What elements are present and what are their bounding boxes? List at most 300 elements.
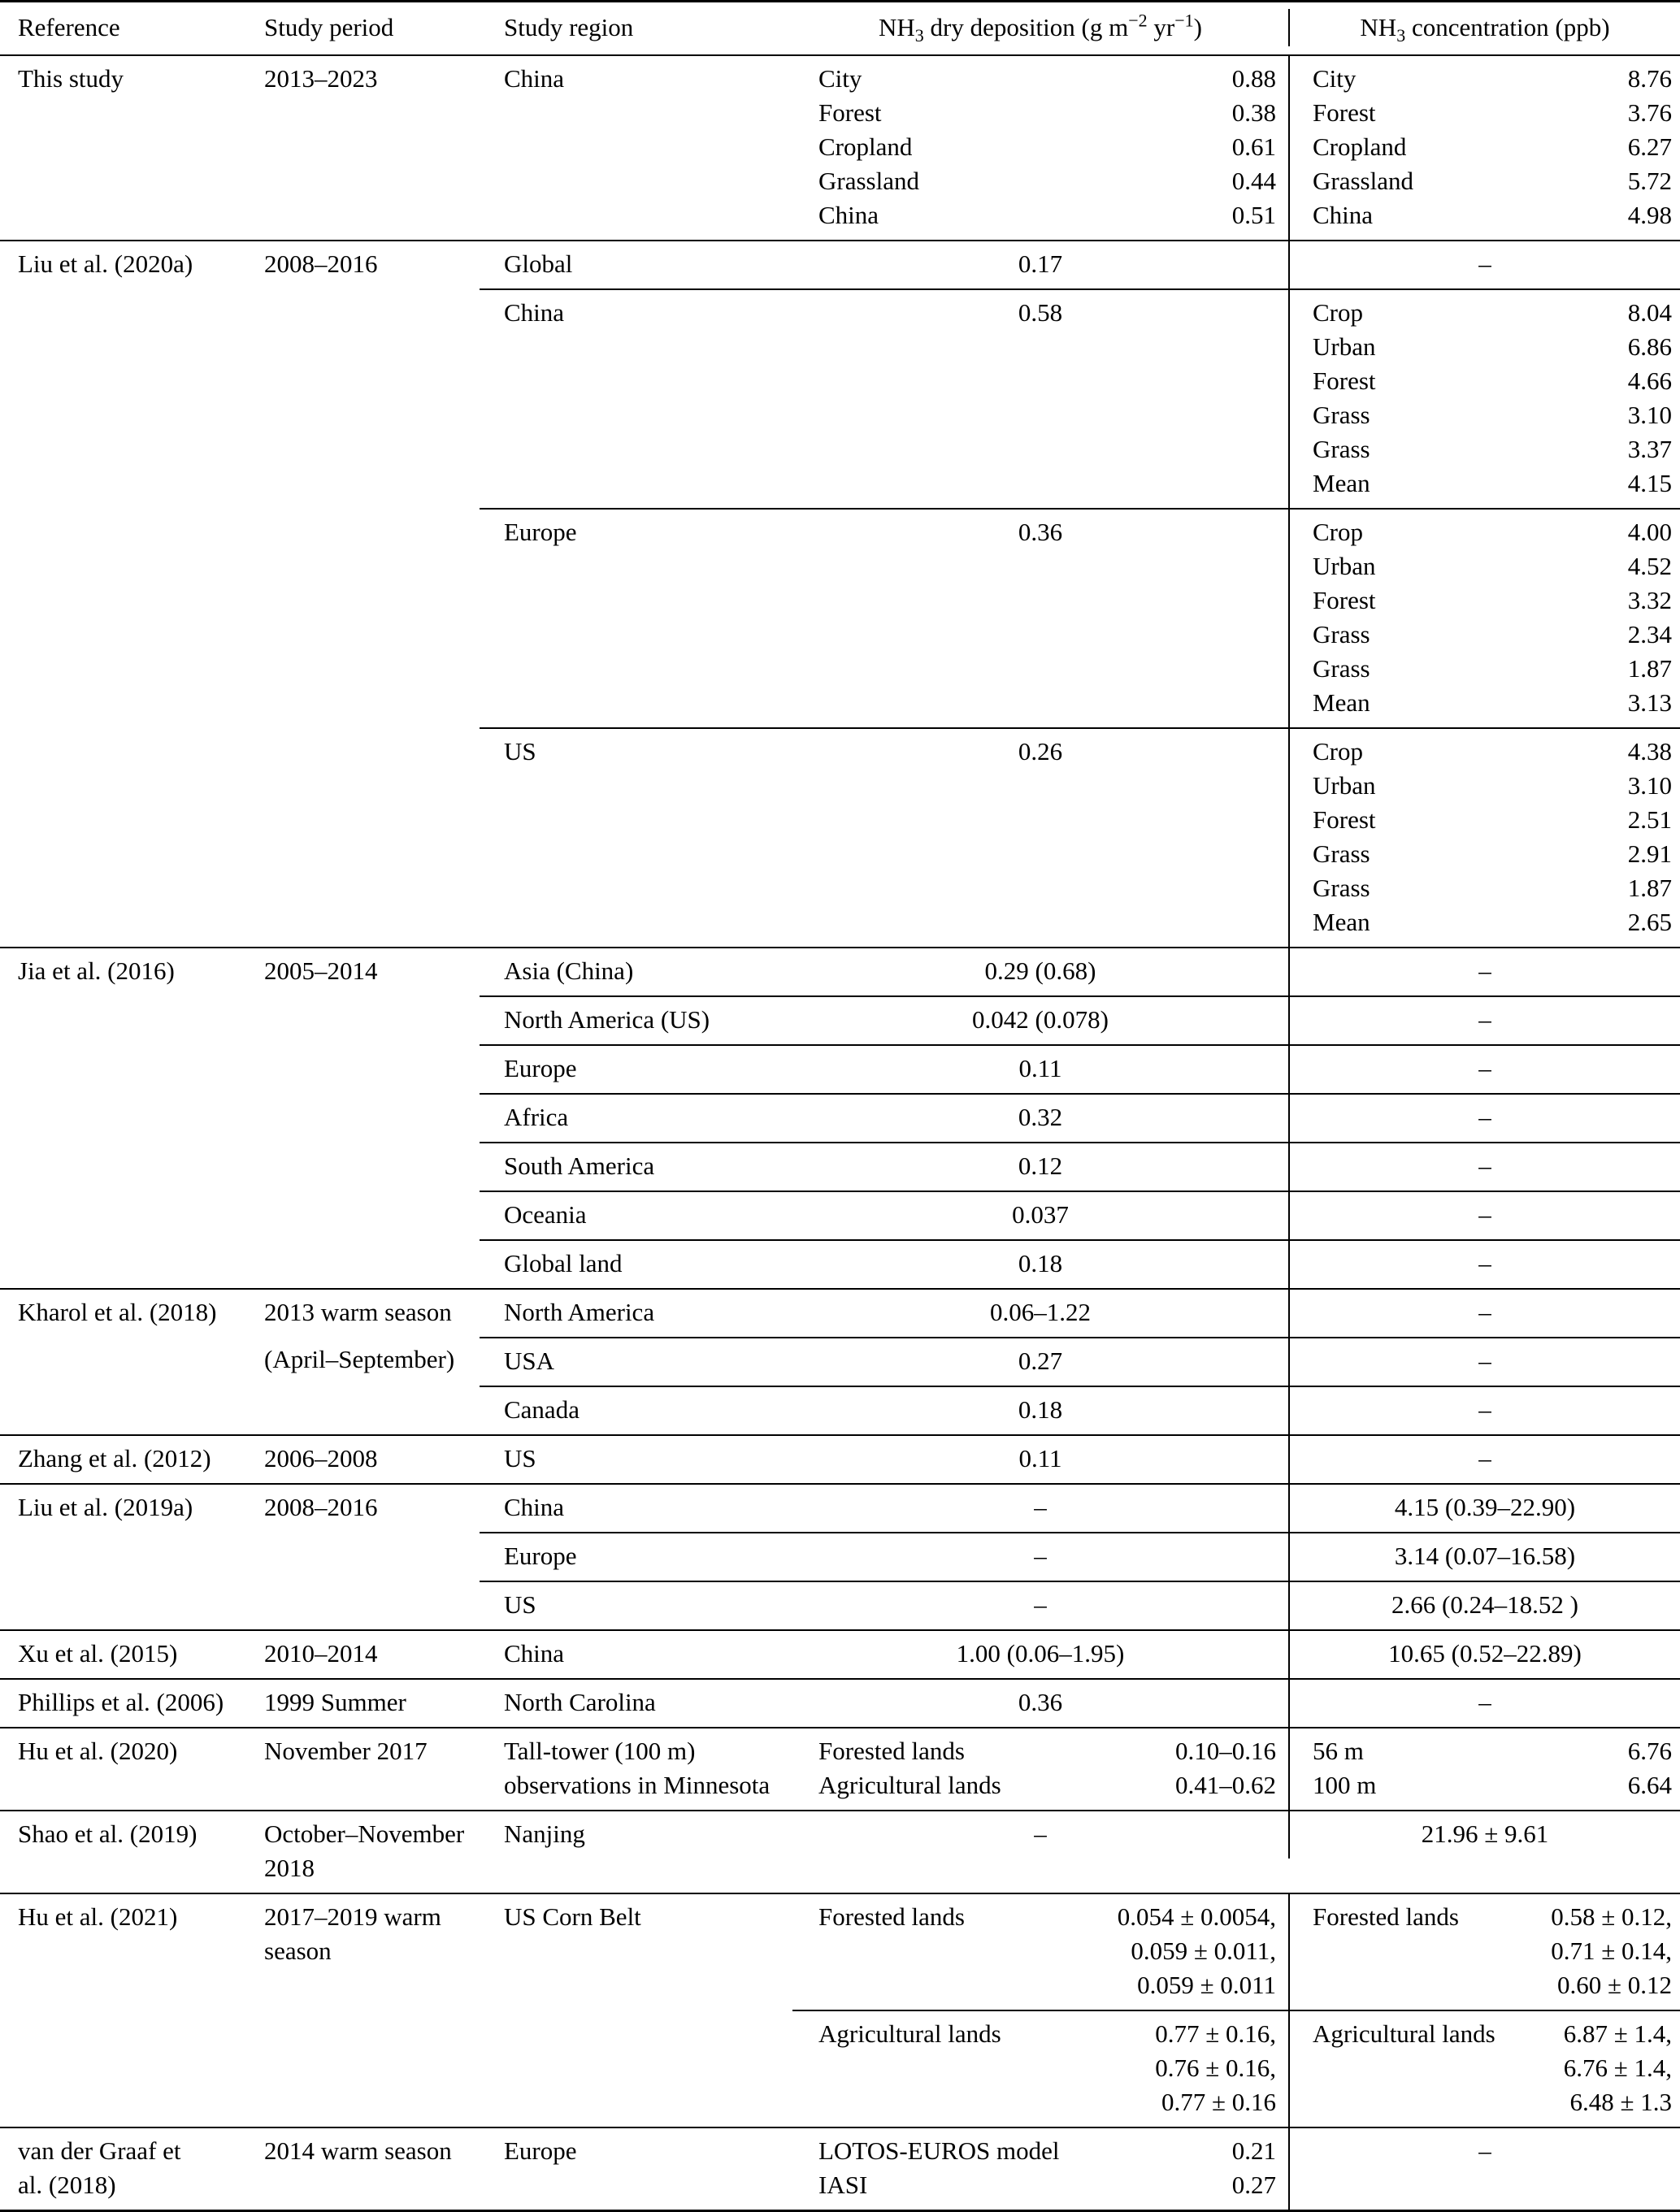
dep-label: Grassland xyxy=(818,167,919,195)
dep-value: 0.77 ± 0.16, xyxy=(1155,2019,1276,2048)
reference-line: al. (2018) xyxy=(18,2171,116,2199)
concentration-cell xyxy=(1288,510,1680,727)
conc-value: 1.87 xyxy=(1627,874,1672,902)
study-period-cell: 2008–2016 xyxy=(264,249,378,278)
dry-deposition-cell: 0.042 (0.078) xyxy=(972,1005,1109,1034)
dry-deposition-cell xyxy=(792,2011,1288,2127)
reference-cell xyxy=(0,2128,244,2210)
dep-pair xyxy=(818,62,1276,96)
section-body xyxy=(480,1680,1680,1727)
concentration-cell: – xyxy=(1288,241,1680,288)
conc-value: 6.86 xyxy=(1627,332,1672,361)
conc-pair xyxy=(1313,296,1672,330)
section-body xyxy=(480,1290,1680,1434)
dep-value: 0.27 xyxy=(1231,2171,1276,2199)
concentration-cell: – xyxy=(1288,1387,1680,1434)
table-subrow xyxy=(480,995,1680,1044)
section-kharol-2018 xyxy=(0,1288,1680,1434)
dep-value: 0.10–0.16 xyxy=(1175,1737,1276,1765)
header-text-part: dry deposition (g m xyxy=(923,13,1129,41)
dep-value: 0.41–0.62 xyxy=(1175,1771,1276,1799)
header-text-part: NH xyxy=(1360,13,1397,41)
table-subrow xyxy=(480,1581,1680,1629)
concentration-cell: – xyxy=(1288,948,1680,995)
conc-label: China xyxy=(1313,201,1374,229)
dep-value: 0.054 ± 0.0054, xyxy=(1117,1902,1276,1931)
dep-value: 0.76 ± 0.16, xyxy=(1155,2054,1276,2082)
concentration-cell: – xyxy=(1288,1436,1680,1483)
concentration-cell xyxy=(1288,56,1680,240)
concentration-cell: 2.66 (0.24–18.52 ) xyxy=(1288,1582,1680,1629)
conc-pair xyxy=(1313,62,1672,96)
section-hu-2020 xyxy=(0,1727,1680,1810)
conc-pair xyxy=(1313,96,1672,130)
dry-deposition-cell xyxy=(792,2128,1288,2210)
study-region-cell: China xyxy=(504,298,565,327)
reference-line: van der Graaf et xyxy=(18,2136,181,2165)
conc-label: Urban xyxy=(1313,552,1376,580)
table-subrow xyxy=(480,2128,1680,2210)
conc-label: City xyxy=(1313,64,1357,93)
conc-label: Urban xyxy=(1313,332,1376,361)
table-subrow xyxy=(480,1337,1680,1386)
conc-value: 6.48 ± 1.3 xyxy=(1569,2088,1672,2116)
dep-label: China xyxy=(818,201,879,229)
dep-value: 0.51 xyxy=(1231,201,1276,229)
concentration-cell xyxy=(1288,1728,1680,1810)
dry-deposition-cell: 0.12 xyxy=(1018,1152,1063,1180)
conc-pair xyxy=(1313,549,1672,583)
dry-deposition-cell xyxy=(792,1894,1288,2010)
header-text-part: ) xyxy=(1193,13,1202,41)
dry-deposition-cell: 0.27 xyxy=(1018,1347,1063,1375)
land-type-block xyxy=(792,1894,1680,2010)
dep-value: 0.38 xyxy=(1231,98,1276,127)
table-subrow xyxy=(480,1239,1680,1288)
study-region-cell: South America xyxy=(504,1152,655,1180)
header-superscript: −1 xyxy=(1174,10,1194,31)
table-subrow xyxy=(480,1191,1680,1239)
period-line: (April–September) xyxy=(264,1345,455,1373)
conc-label: 100 m xyxy=(1313,1771,1377,1799)
reference-cell: Hu et al. (2021) xyxy=(18,1902,178,1931)
conc-value: 6.76 xyxy=(1627,1737,1672,1765)
header-text-part: concentration (ppb) xyxy=(1405,13,1610,41)
study-region-cell: US Corn Belt xyxy=(504,1902,641,1931)
concentration-cell: 3.14 (0.07–16.58) xyxy=(1288,1533,1680,1581)
header-superscript: −2 xyxy=(1128,10,1148,31)
section-liu-2019a xyxy=(0,1483,1680,1629)
study-period-cell: 2005–2014 xyxy=(264,956,378,985)
concentration-cell: – xyxy=(1288,1046,1680,1093)
dep-pair xyxy=(818,2134,1276,2168)
study-period-cell xyxy=(244,1894,480,2127)
study-region-cell: Nanjing xyxy=(504,1819,585,1848)
conc-pair xyxy=(1313,652,1672,686)
study-period-cell: November 2017 xyxy=(264,1737,428,1765)
study-region-cell: Oceania xyxy=(504,1200,587,1229)
study-period-cell xyxy=(244,1811,480,1893)
dep-label: Forest xyxy=(818,98,882,127)
section-body xyxy=(480,948,1680,1288)
study-period-cell: 2014 warm season xyxy=(264,2136,452,2165)
conc-pair xyxy=(1313,130,1672,164)
conc-value: 4.98 xyxy=(1627,201,1672,229)
dry-deposition-cell: 0.17 xyxy=(1018,249,1063,278)
section-zhang-2012 xyxy=(0,1434,1680,1483)
study-region-cell: China xyxy=(504,1639,565,1668)
concentration-cell xyxy=(1288,2011,1680,2127)
conc-value: 2.65 xyxy=(1627,908,1672,936)
section-shao-2019 xyxy=(0,1810,1680,1893)
study-region-cell: North America xyxy=(504,1298,655,1326)
concentration-cell: – xyxy=(1288,997,1680,1044)
section-body xyxy=(480,2128,1680,2210)
section-phillips-2006 xyxy=(0,1678,1680,1727)
section-body xyxy=(480,1728,1680,1810)
section-liu-2020a xyxy=(0,240,1680,947)
table-subrow xyxy=(480,56,1680,240)
conc-label: Grass xyxy=(1313,654,1370,683)
conc-pair xyxy=(1313,769,1672,803)
dep-pair xyxy=(818,1734,1276,1768)
dep-pair xyxy=(818,96,1276,130)
table-subrow xyxy=(480,1631,1680,1678)
header-text-part: NH xyxy=(879,13,915,41)
conc-value: 8.76 xyxy=(1627,64,1672,93)
conc-pair xyxy=(1313,330,1672,364)
conc-label: Grass xyxy=(1313,839,1370,868)
conc-value: 3.10 xyxy=(1627,401,1672,429)
table-subrow xyxy=(480,1044,1680,1093)
header-text-part: yr xyxy=(1147,13,1175,41)
region-line: Tall-tower (100 m) xyxy=(504,1737,696,1765)
concentration-cell xyxy=(1288,729,1680,947)
conc-value: 2.51 xyxy=(1627,805,1672,834)
concentration-cell: 4.15 (0.39–22.90) xyxy=(1288,1485,1680,1532)
conc-value: 2.91 xyxy=(1627,839,1672,868)
conc-value: 4.15 xyxy=(1627,469,1672,497)
dep-pair xyxy=(818,2168,1276,2202)
reference-cell: Jia et al. (2016) xyxy=(18,956,175,985)
reference-cell: Liu et al. (2020a) xyxy=(18,249,193,278)
conc-label: Forest xyxy=(1313,366,1376,395)
section-van-der-graaf-2018 xyxy=(0,2127,1680,2210)
dry-deposition-cell: 0.11 xyxy=(1018,1444,1062,1472)
conc-pair xyxy=(1313,364,1672,398)
table-subrow xyxy=(480,1532,1680,1581)
header-subscript: 3 xyxy=(1396,25,1406,46)
section-body xyxy=(480,1631,1680,1678)
header-subscript: 3 xyxy=(914,25,924,46)
period-line: 2013 warm season xyxy=(264,1298,452,1326)
conc-value: 3.76 xyxy=(1627,98,1672,127)
conc-pair xyxy=(1313,905,1672,939)
dep-label: City xyxy=(818,64,862,93)
dry-deposition-cell: 0.36 xyxy=(1018,1688,1063,1716)
dry-deposition-cell: 1.00 (0.06–1.95) xyxy=(956,1639,1125,1668)
conc-label: Mean xyxy=(1313,908,1370,936)
dry-deposition-cell: 0.11 xyxy=(1018,1054,1062,1082)
conc-value: 4.52 xyxy=(1627,552,1672,580)
study-region-cell: US xyxy=(504,1444,536,1472)
conc-label: Crop xyxy=(1313,518,1363,546)
table-subrow xyxy=(480,241,1680,288)
dry-deposition-cell: 0.18 xyxy=(1018,1395,1063,1424)
dry-deposition-cell: 0.36 xyxy=(1018,518,1063,546)
section-body xyxy=(480,1894,1680,2127)
conc-value: 6.27 xyxy=(1627,132,1672,161)
table-subrow xyxy=(480,1485,1680,1532)
concentration-cell: – xyxy=(1288,1290,1680,1337)
study-region-cell: US xyxy=(504,1590,536,1619)
dep-label: Forested lands xyxy=(818,1737,965,1765)
period-line: 2017–2019 warm xyxy=(264,1902,441,1931)
conc-pair xyxy=(1313,198,1672,232)
reference-cell: Kharol et al. (2018) xyxy=(18,1298,217,1326)
dry-deposition-cell: – xyxy=(1034,1819,1047,1848)
table-subrow xyxy=(480,1290,1680,1337)
dep-label: Forested lands xyxy=(818,1902,965,1931)
conc-value: 1.87 xyxy=(1627,654,1672,683)
conc-pair xyxy=(1313,618,1672,652)
study-region-cell: Global xyxy=(504,249,573,278)
dry-deposition-cell: 0.32 xyxy=(1018,1103,1063,1131)
study-region-cell: Europe xyxy=(504,2136,577,2165)
conc-value: 4.38 xyxy=(1627,737,1672,766)
dry-deposition-cell: 0.58 xyxy=(1018,298,1063,327)
dep-value: 0.059 ± 0.011 xyxy=(1137,1971,1276,1999)
conc-pair xyxy=(1313,466,1672,501)
dep-pair xyxy=(818,1768,1276,1802)
period-line: October–November xyxy=(264,1819,465,1848)
conc-label: 56 m xyxy=(1313,1737,1364,1765)
concentration-cell: – xyxy=(1288,1095,1680,1142)
conc-label: Forested lands xyxy=(1313,1902,1459,1931)
conc-label: Grassland xyxy=(1313,167,1413,195)
conc-value: 0.58 ± 0.12, xyxy=(1551,1902,1672,1931)
section-body xyxy=(480,1485,1680,1629)
study-region-cell: USA xyxy=(504,1347,555,1375)
dep-label: Agricultural lands xyxy=(818,1771,1001,1799)
dry-deposition-cell: – xyxy=(1034,1493,1047,1521)
concentration-cell: – xyxy=(1288,1192,1680,1239)
conc-pair xyxy=(1313,837,1672,871)
dry-deposition-cell: – xyxy=(1034,1542,1047,1570)
dep-value: 0.88 xyxy=(1231,64,1276,93)
table-subrow xyxy=(480,1680,1680,1727)
conc-pair xyxy=(1313,803,1672,837)
conc-value: 4.00 xyxy=(1627,518,1672,546)
section-body xyxy=(480,241,1680,947)
study-region-cell: Africa xyxy=(504,1103,569,1131)
concentration-cell: – xyxy=(1288,1338,1680,1386)
conc-value: 5.72 xyxy=(1627,167,1672,195)
conc-pair xyxy=(1313,2017,1672,2051)
conc-label: Crop xyxy=(1313,298,1363,327)
header-row xyxy=(0,2,1680,56)
column-header-concentration xyxy=(1290,11,1680,45)
dry-deposition-cell: 0.037 xyxy=(1012,1200,1069,1229)
section-hu-2021 xyxy=(0,1893,1680,2127)
conc-label: Forest xyxy=(1313,98,1376,127)
conc-pair xyxy=(1313,1900,1672,1934)
reference-cell: Shao et al. (2019) xyxy=(18,1819,198,1848)
reference-cell: Hu et al. (2020) xyxy=(18,1737,178,1765)
table-subrow xyxy=(480,727,1680,947)
dry-deposition-cell xyxy=(792,1728,1288,1810)
section-jia-2016 xyxy=(0,947,1680,1288)
table-subrow xyxy=(480,948,1680,995)
dep-value: 0.61 xyxy=(1231,132,1276,161)
table-subrow xyxy=(480,1142,1680,1191)
conc-label: Urban xyxy=(1313,771,1376,800)
period-line: 2018 xyxy=(264,1854,315,1882)
dep-pair xyxy=(818,1900,1276,1934)
concentration-cell: – xyxy=(1288,1143,1680,1191)
conc-value: 3.32 xyxy=(1627,586,1672,614)
conc-label: Agricultural lands xyxy=(1313,2019,1496,2048)
table-subrow xyxy=(480,1728,1680,1810)
table-subrow xyxy=(480,508,1680,727)
dep-label: IASI xyxy=(818,2171,868,2199)
table-subrow xyxy=(480,1894,1680,2127)
table-subrow xyxy=(480,1811,1680,1859)
conc-pair xyxy=(1313,432,1672,466)
conc-pair xyxy=(1313,735,1672,769)
study-period-cell: 1999 Summer xyxy=(264,1688,406,1716)
study-period-cell: 2006–2008 xyxy=(264,1444,378,1472)
section-body xyxy=(480,1436,1680,1483)
concentration-cell xyxy=(1288,1894,1680,2010)
study-region-cell: Europe xyxy=(504,518,577,546)
conc-label: Mean xyxy=(1313,469,1370,497)
section-body xyxy=(480,56,1680,240)
study-region-cell: Global land xyxy=(504,1249,623,1277)
section-body xyxy=(480,1811,1680,1893)
dep-conc-blocks xyxy=(792,1894,1680,2127)
conc-label: Forest xyxy=(1313,805,1376,834)
conc-pair xyxy=(1313,1734,1672,1768)
conc-pair xyxy=(1313,398,1672,432)
conc-label: Mean xyxy=(1313,688,1370,717)
dep-pair xyxy=(818,2017,1276,2051)
dep-value: 0.77 ± 0.16 xyxy=(1161,2088,1276,2116)
conc-value: 8.04 xyxy=(1627,298,1672,327)
period-line: season xyxy=(264,1937,332,1965)
conc-value: 6.76 ± 1.4, xyxy=(1563,2054,1672,2082)
dry-deposition-cell: 0.29 (0.68) xyxy=(984,956,1096,985)
study-region-cell xyxy=(480,1728,792,1810)
study-region-cell: China xyxy=(504,64,565,93)
land-type-block xyxy=(792,2010,1680,2127)
study-region-cell: Europe xyxy=(504,1542,577,1570)
reference-cell: Zhang et al. (2012) xyxy=(18,1444,211,1472)
table-subrow xyxy=(480,1386,1680,1434)
conc-value: 6.64 xyxy=(1627,1771,1672,1799)
column-header-study-period: Study period xyxy=(264,13,394,41)
table-subrow xyxy=(480,288,1680,508)
conc-label: Crop xyxy=(1313,737,1363,766)
conc-pair xyxy=(1313,871,1672,905)
conc-value: 6.87 ± 1.4, xyxy=(1563,2019,1672,2048)
dry-deposition-cell: 0.26 xyxy=(1018,737,1063,766)
study-region-cell: North America (US) xyxy=(504,1005,710,1034)
reference-cell: Xu et al. (2015) xyxy=(18,1639,178,1668)
concentration-cell: – xyxy=(1288,1241,1680,1288)
study-region-cell: Asia (China) xyxy=(504,956,634,985)
concentration-cell: 10.65 (0.52–22.89) xyxy=(1288,1631,1680,1678)
concentration-cell xyxy=(1288,290,1680,508)
conc-pair xyxy=(1313,1768,1672,1802)
region-line: observations in Minnesota xyxy=(504,1771,771,1799)
conc-value: 2.34 xyxy=(1627,620,1672,648)
dep-label: Cropland xyxy=(818,132,913,161)
study-region-cell: China xyxy=(504,1493,565,1521)
table-subrow xyxy=(480,1093,1680,1142)
conc-value: 3.13 xyxy=(1627,688,1672,717)
study-period-cell: 2013–2023 xyxy=(264,64,378,93)
conc-label: Grass xyxy=(1313,401,1370,429)
concentration-cell: – xyxy=(1288,2128,1680,2210)
conc-pair xyxy=(1313,686,1672,720)
reference-cell: This study xyxy=(18,64,124,93)
study-period-cell: 2008–2016 xyxy=(264,1493,378,1521)
conc-value: 0.60 ± 0.12 xyxy=(1556,1971,1672,1999)
conc-label: Grass xyxy=(1313,435,1370,463)
dep-value: 0.21 xyxy=(1231,2136,1276,2165)
conc-value: 3.37 xyxy=(1627,435,1672,463)
conc-label: Forest xyxy=(1313,586,1376,614)
conc-value: 0.71 ± 0.14, xyxy=(1551,1937,1672,1965)
conc-value: 4.66 xyxy=(1627,366,1672,395)
dep-pair xyxy=(818,164,1276,198)
conc-pair xyxy=(1313,164,1672,198)
dep-label: Agricultural lands xyxy=(818,2019,1001,2048)
dry-deposition-cell: – xyxy=(1034,1590,1047,1619)
column-header-dry-deposition xyxy=(792,11,1288,45)
conc-pair xyxy=(1313,515,1672,549)
study-region-cell: Canada xyxy=(504,1395,580,1424)
column-header-reference: Reference xyxy=(18,13,120,41)
dep-value: 0.44 xyxy=(1231,167,1276,195)
section-this-study xyxy=(0,56,1680,240)
study-period-cell: 2010–2014 xyxy=(264,1639,378,1668)
dry-deposition-cell: 0.06–1.22 xyxy=(990,1298,1091,1326)
dep-pair xyxy=(818,198,1276,232)
dry-deposition-cell: 0.18 xyxy=(1018,1249,1063,1277)
dep-label: LOTOS-EUROS model xyxy=(818,2136,1060,2165)
column-header-study-region: Study region xyxy=(504,13,634,41)
concentration-cell: 21.96 ± 9.61 xyxy=(1288,1811,1680,1859)
conc-label: Grass xyxy=(1313,620,1370,648)
reference-cell: Liu et al. (2019a) xyxy=(18,1493,193,1521)
conc-pair xyxy=(1313,583,1672,618)
study-region-cell: Europe xyxy=(504,1054,577,1082)
dep-pair xyxy=(818,130,1276,164)
reference-cell: Phillips et al. (2006) xyxy=(18,1688,224,1716)
concentration-cell: – xyxy=(1288,1680,1680,1727)
conc-label: Grass xyxy=(1313,874,1370,902)
table-subrow xyxy=(480,1436,1680,1483)
section-xu-2015 xyxy=(0,1629,1680,1678)
dep-value: 0.059 ± 0.011, xyxy=(1131,1937,1276,1965)
conc-label: Cropland xyxy=(1313,132,1407,161)
dry-deposition-cell xyxy=(792,56,1288,240)
study-region-cell: North Carolina xyxy=(504,1688,656,1716)
study-period-cell xyxy=(244,1290,480,1434)
study-region-cell: US xyxy=(504,737,536,766)
